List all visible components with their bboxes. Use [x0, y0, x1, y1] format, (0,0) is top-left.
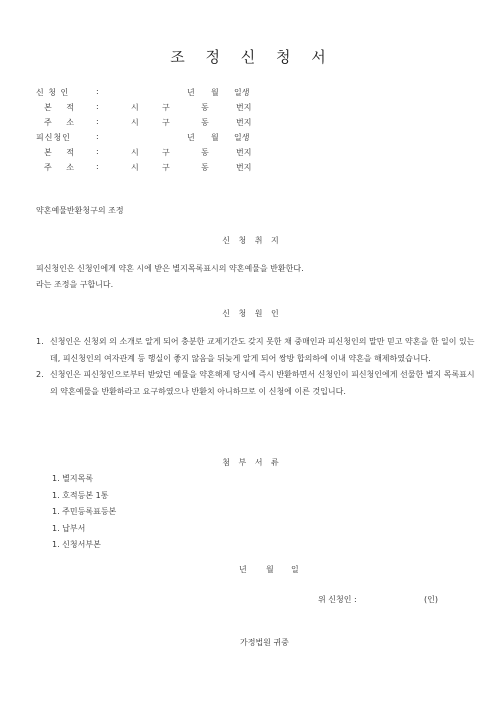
colon: : [96, 117, 99, 126]
lot-number: 번지 [236, 118, 252, 127]
applicant-label: 신 청 인 [36, 88, 70, 97]
domicile-label: 본 적 [44, 148, 80, 157]
reason-item [36, 334, 476, 367]
colon: : [96, 162, 99, 171]
lot-number: 번지 [236, 148, 252, 157]
city: 시 [131, 103, 139, 112]
purpose-line: 라는 조정을 구합니다. [36, 280, 114, 289]
district: 구 [162, 163, 170, 172]
attachment-item: 1. 납부서 [52, 524, 86, 533]
reason-text: 신청인은 피신청인으로부터 받았던 예물을 약혼해제 당시에 즉시 반환하면서 신청인이 피신청인에게 선물한 별지 목록표시의 약혼예물을 반환하라고 요구하였으나 반환치 아니하므로 이 신청에 이른 것입니다. [50, 370, 475, 396]
city: 시 [131, 148, 139, 157]
dong: 동 [201, 103, 209, 112]
purpose-line: 피신청인은 신청인에게 약혼 시에 받은 별지목록표시의 약혼예물을 반환한다. [36, 264, 304, 273]
birth-month: 월 [211, 133, 219, 142]
dong: 동 [201, 163, 209, 172]
colon: : [96, 102, 99, 111]
lot-number: 번지 [236, 163, 252, 172]
district: 구 [162, 118, 170, 127]
reason-text: 신청인은 신청외 의 소개로 알게 되어 충분한 교제기간도 갖지 못한 채 중매인과 피신청인의 말만 믿고 약혼을 한 일이 있는데, 피신청인의 여자관계 등 행실이 좋지 않음을 뒤늦게 알게 되어 쌍방 합의하에 이내 약혼을 해제하였습니다. [50, 337, 475, 363]
attachment-item: 1. 별지목록 [52, 474, 94, 483]
reason-number: 1. [36, 337, 44, 346]
seal-mark: (인) [424, 595, 438, 604]
birth-month: 월 [211, 88, 219, 97]
respondent-label: 피신청인 [36, 133, 71, 142]
date-year: 년 [239, 565, 247, 574]
document-title: 조 정 신 청 서 [170, 48, 334, 66]
date-day: 일 [291, 565, 299, 574]
reasons-heading: 신 청 원 인 [222, 309, 282, 318]
signature-label: 위 신청인 : [318, 595, 357, 604]
reason-item [36, 367, 476, 400]
district: 구 [162, 103, 170, 112]
court-addressee: 가정법원 귀중 [240, 638, 289, 647]
colon: : [96, 147, 99, 156]
attachments-heading: 첨 부 서 류 [222, 458, 282, 467]
domicile-label: 본 적 [44, 103, 80, 112]
colon: : [96, 87, 99, 96]
birth-year: 년 [187, 133, 195, 142]
reasons-list [36, 334, 476, 400]
birth-day: 일생 [234, 88, 250, 97]
colon: : [96, 132, 99, 141]
attachment-item: 1. 호적등본 1통 [52, 491, 109, 500]
date-month: 월 [266, 565, 274, 574]
attachment-item: 1. 신청서부본 [52, 540, 101, 549]
address-label: 주 소 [44, 118, 80, 127]
district: 구 [162, 148, 170, 157]
city: 시 [131, 118, 139, 127]
dong: 동 [201, 148, 209, 157]
purpose-heading: 신 청 취 지 [222, 236, 282, 245]
birth-day: 일생 [234, 133, 250, 142]
case-name: 약혼예물반환청구의 조정 [36, 206, 124, 215]
birth-year: 년 [187, 88, 195, 97]
reason-number: 2. [36, 370, 44, 379]
address-label: 주 소 [44, 163, 80, 172]
city: 시 [131, 163, 139, 172]
dong: 동 [201, 118, 209, 127]
attachment-item: 1. 주민등록표등본 [52, 507, 117, 516]
lot-number: 번지 [236, 103, 252, 112]
